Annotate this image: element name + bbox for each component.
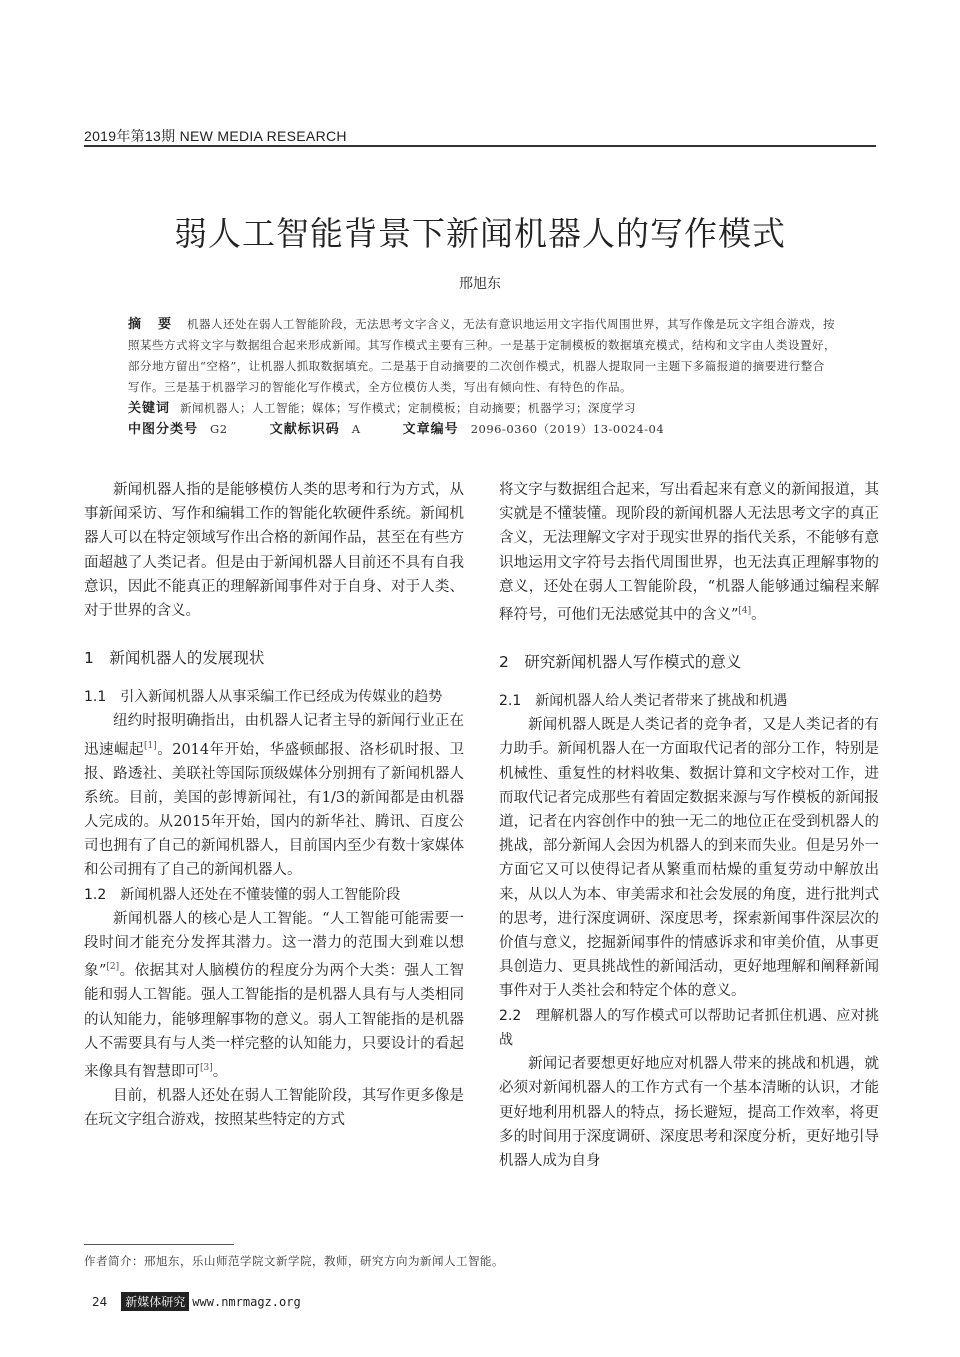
citation-ref: [3] bbox=[200, 1062, 213, 1073]
intro-paragraph: 新闻机器人指的是能够模仿人类的思考和行为方式，从事新闻采访、写作和编辑工作的智能化软硬件系统。新闻机器人可以在特定领域写作出合格的新闻作品，甚至在有些方面超越了人类记者。但是由于新闻机器人目前还不具有自我意识，因此不能真正的理解新闻事件对于自身、对于人类、对于世界的含义。 bbox=[84, 482, 464, 620]
section-2-1-heading: 2.1 新闻机器人给人类记者带来了挑战和机遇 bbox=[499, 693, 788, 710]
page-number: 24 bbox=[92, 1294, 108, 1309]
abstract-text: 机器人还处在弱人工智能阶段，无法思考文字含义，无法有意识地运用文字指代周围世界，其写作像是玩文字组合游戏，按照某些方式将文字与数据组合起来形成新闻。其写作模式主要有三种。一是基于定制模板的数据填充模式，结构和文字由人类设置好，部分地方留出“空格”，让机器人抓取数据填充。二是基于自动摘要的二次创作模式，机器人提取同一主题下多篇报道的摘要进行整合写作。三是基于机器学习的智能化写作模式，全方位模仿人类，写出有倾向性、有特色的作品。 bbox=[128, 317, 836, 394]
abstract-label: 摘 要 bbox=[128, 317, 174, 332]
section-1-2-paragraph-2: 目前，机器人还处在弱人工智能阶段，其写作更多像是在玩文字组合游戏，按照某些特定的方式 bbox=[84, 1087, 464, 1129]
para-text: 新闻机器人的核心是人工智能。“人工智能可能需要一段时间才能充分发挥其潜力。这一潜力的范围大到难以想象” bbox=[84, 910, 464, 980]
para-text: 。依据其对人脑模仿的程度分为两个大类：强人工智能和弱人工智能。强人工智能指的是机器人具有与人类相同的认知能力，能够理解事物的意义。弱人工智能指的是机器人不需要具有与人类一样完整的认知能力，只要设计的看起来像具有智慧即可 bbox=[84, 963, 464, 1080]
journal-issue-header: 2019年第13期 NEW MEDIA RESEARCH bbox=[84, 128, 347, 144]
doc-code-value: A bbox=[351, 422, 361, 436]
journal-brand: 新媒体研究 bbox=[121, 1292, 189, 1311]
doc-code-label: 文献标识码 bbox=[269, 422, 340, 437]
para-text: 。2014年开始，华盛顿邮报、洛杉矶时报、卫报、路透社、美联社等国际顶级媒体分别拥有了新闻机器人系统。目前，美国的彭博新闻社，有1/3的新闻都是由机器人完成的。从2015年开始，国内的新华社、腾讯、百度公司也拥有了自己的新闻机器人，目前国内至少有数十家媒体和公司拥有了自己的新闻机器人。 bbox=[84, 741, 465, 879]
footnote-divider bbox=[84, 1244, 234, 1245]
clc-value: G2 bbox=[210, 422, 228, 436]
article-number-value: 2096-0360（2019）13-0024-04 bbox=[470, 422, 665, 436]
section-2-2-paragraph: 新闻记者要想更好地应对机器人带来的挑战和机遇，就必须对新闻机器人的工作方式有一个基本清晰的认识，才能更好地利用机器人的特点，扬长避短，提高工作效率，将更多的时间用于深度调研、深度思考和深度分析，更好地引导机器人成为自身 bbox=[499, 1056, 879, 1169]
section-1-heading: 1 新闻机器人的发展现状 bbox=[84, 649, 265, 668]
para-text: 。 bbox=[212, 1063, 228, 1080]
page-footer bbox=[92, 1292, 301, 1311]
section-1-1-paragraph bbox=[84, 709, 464, 882]
abstract-block bbox=[128, 314, 836, 440]
section-2-2-heading: 2.2 理解机器人的写作模式可以帮助记者抓住机遇、应对挑战 bbox=[499, 1007, 879, 1048]
header-divider bbox=[84, 145, 876, 147]
left-column bbox=[84, 478, 464, 1132]
author-footnote: 作者简介：邢旭东，乐山师范学院文新学院，教师，研究方向为新闻人工智能。 bbox=[84, 1254, 504, 1268]
classification-line bbox=[128, 419, 836, 440]
para-text: 纽约时报明确指出，由机器人记者主导的新闻行业正在迅速崛起 bbox=[84, 713, 464, 758]
section-1-2-heading: 1.2 新闻机器人还处在不懂装懂的弱人工智能阶段 bbox=[84, 886, 401, 903]
citation-ref: [4] bbox=[738, 606, 752, 617]
para-text: 。 bbox=[751, 606, 766, 623]
journal-url: www.nmrmagz.org bbox=[192, 1294, 301, 1309]
article-author: 邢旭东 bbox=[459, 276, 501, 292]
continued-paragraph bbox=[499, 478, 879, 627]
section-2-1-paragraph: 新闻机器人既是人类记者的竞争者，又是人类记者的有力助手。新闻机器人在一方面取代记者的部分工作，特别是机械性、重复性的材料收集、数据计算和文字校对工作，进而取代记者完成那些有着固定数据来源与写作模板的新闻报道，记者在内容创作中的独一无二的地位正在受到机器人的挑战，部分新闻人会因为机器人的到来而失业。但是另外一方面它又可以使得记者从繁重而枯燥的重复劳动中解放出来，从以人为本、审美需求和社会发展的角度，进行批判式的思考，进行深度调研、深度思考，探索新闻事件深层次的价值与意义，挖掘新闻事件的情感诉求和审美价值，从事更具创造力、更具挑战性的新闻活动，更好地理解和阐释新闻事件对于人类社会和特定个体的意义。 bbox=[499, 717, 879, 1000]
section-1-1-heading: 1.1 引入新闻机器人从事采编工作已经成为传媒业的趋势 bbox=[84, 689, 443, 706]
section-2-heading: 2 研究新闻机器人写作模式的意义 bbox=[499, 653, 742, 672]
right-column bbox=[499, 478, 879, 1173]
citation-ref: [1] bbox=[143, 740, 157, 751]
article-title: 弱人工智能背景下新闻机器人的写作模式 bbox=[174, 214, 786, 253]
keywords-label: 关键词 bbox=[128, 401, 171, 416]
abstract-paragraph bbox=[128, 314, 836, 398]
keywords-line bbox=[128, 398, 836, 419]
clc-label: 中图分类号 bbox=[128, 422, 199, 437]
keywords-text: 新闻机器人；人工智能；媒体；写作模式；定制模板；自动摘要；机器学习；深度学习 bbox=[180, 401, 637, 415]
citation-ref: [2] bbox=[106, 962, 120, 973]
section-1-2-paragraph bbox=[84, 907, 464, 1084]
article-number-label: 文章编号 bbox=[402, 422, 459, 437]
para-text: 将文字与数据组合起来，写出看起来有意义的新闻报道，其实就是不懂装懂。现阶段的新闻机器人无法思考文字的真正含义，无法理解文字对于现实世界的指代关系，不能够有意识地运用文字符号去指代周围世界，也无法真正理解事物的意义，还处在弱人工智能阶段，“机器人能够通过编程来解释符号，可他们无法感觉其中的含义” bbox=[499, 482, 879, 623]
